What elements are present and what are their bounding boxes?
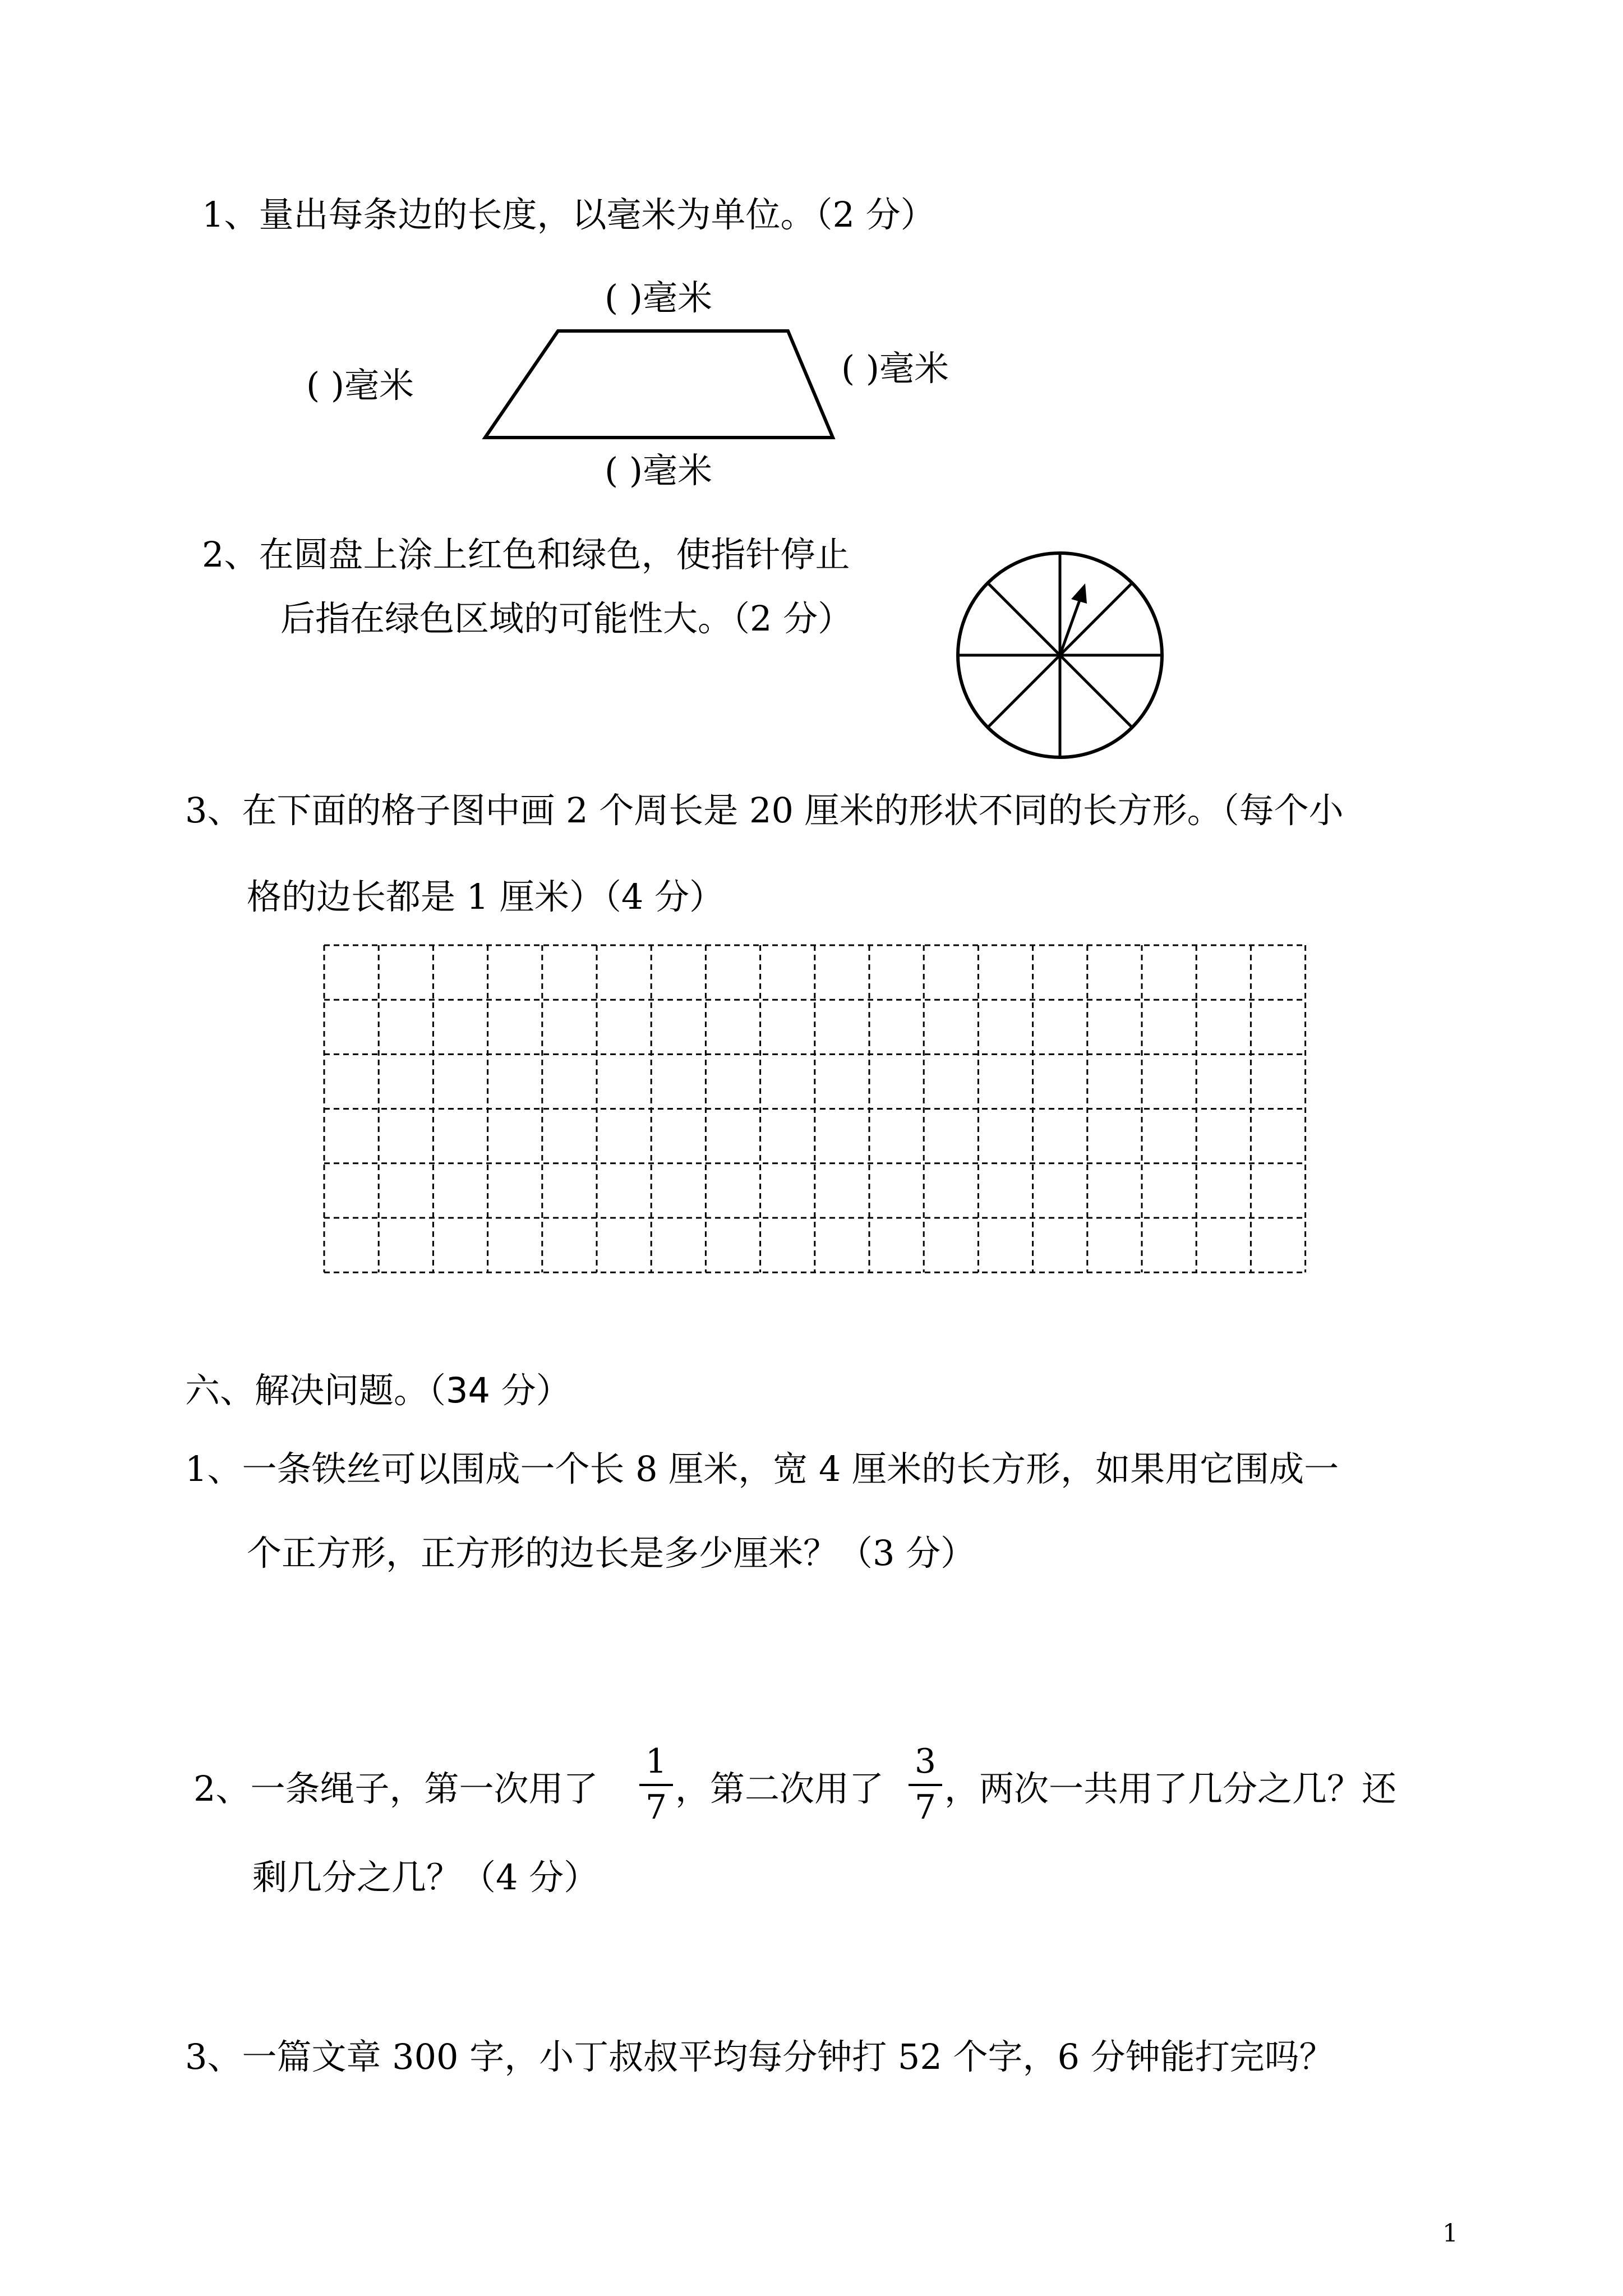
- label-right: ( )毫米: [841, 348, 949, 389]
- q5-3-line1: 3、在下面的格子图中画 2 个周长是 20 厘米的形状不同的长方形。（每个小: [185, 790, 1344, 831]
- fraction-denominator: 7: [914, 1788, 937, 1827]
- q5-2-line2: 后指在绿色区域的可能性大。（2 分）: [280, 598, 853, 639]
- page-number: 1: [1442, 2219, 1458, 2248]
- fraction-bar: [909, 1784, 942, 1786]
- q5-2-line1: 2、在圆盘上涂上红色和绿色，使指针停止: [202, 534, 850, 575]
- fraction-bar: [639, 1784, 673, 1786]
- q6-2-line2: 剩几分之几？（4 分）: [252, 1857, 599, 1898]
- fraction-numerator: 3: [914, 1742, 937, 1781]
- fraction-denominator: 7: [645, 1788, 667, 1827]
- q6-2-seg3: ，两次一共用了几分之几？还: [944, 1768, 1397, 1809]
- fraction-three-sevenths: [909, 1742, 942, 1827]
- q6-1-line2: 个正方形，正方形的边长是多少厘米？（3 分）: [247, 1533, 976, 1573]
- label-bottom: ( )毫米: [605, 450, 713, 491]
- section-6-heading: 六、解决问题。（34 分）: [185, 1370, 571, 1411]
- label-top: ( )毫米: [605, 277, 713, 318]
- fraction-numerator: 1: [645, 1742, 667, 1781]
- q6-3-text: 3、一篇文章 300 字，小丁叔叔平均每分钟打 52 个字，6 分钟能打完吗？: [185, 2036, 1334, 2077]
- q5-1-text: 1、量出每条边的长度，以毫米为单位。（2 分）: [202, 194, 935, 235]
- q5-3-line2: 格的边长都是 1 厘米）（4 分）: [247, 876, 725, 917]
- label-left: ( )毫米: [306, 365, 414, 406]
- q6-1-line1: 1、一条铁丝可以围成一个长 8 厘米，宽 4 厘米的长方形，如果用它围成一: [185, 1448, 1339, 1489]
- q6-2-seg1: 2、一条绳子，第一次用了: [193, 1768, 598, 1809]
- q6-2-seg2: ，第二次用了: [675, 1768, 884, 1809]
- fraction-one-seventh: [639, 1742, 673, 1827]
